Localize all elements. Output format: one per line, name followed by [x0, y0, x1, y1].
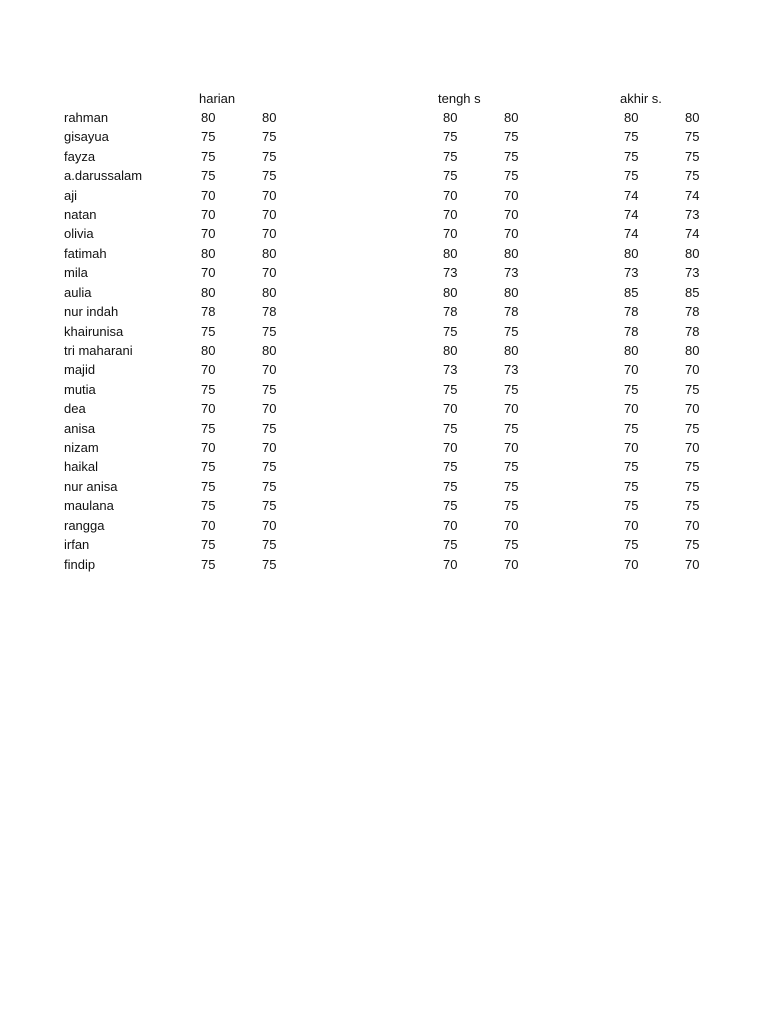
student-name: maulana	[64, 498, 114, 514]
header-harian: harian	[199, 90, 236, 106]
tengah-score-2: 80	[504, 245, 519, 261]
tengah-score-2: 75	[504, 537, 519, 553]
akhir-score-1: 75	[624, 478, 639, 494]
akhir-score-2: 70	[685, 556, 700, 572]
harian-score-1: 80	[201, 245, 216, 261]
harian-score-2: 75	[262, 556, 277, 572]
tengah-score-1: 75	[443, 459, 458, 475]
student-name: fayza	[64, 148, 96, 164]
tengah-score-1: 75	[443, 498, 458, 514]
harian-score-2: 70	[262, 517, 277, 533]
table-row	[0, 399, 768, 418]
tengah-score-2: 78	[504, 304, 519, 320]
student-name: aji	[64, 187, 78, 203]
tengah-score-2: 80	[504, 342, 519, 358]
akhir-score-1: 75	[624, 420, 639, 436]
akhir-score-1: 74	[624, 207, 639, 222]
table-row	[0, 263, 768, 282]
harian-score-2: 75	[262, 498, 277, 514]
akhir-score-1: 80	[624, 245, 639, 261]
tengah-score-1: 70	[443, 187, 458, 203]
akhir-score-2: 78	[685, 304, 700, 320]
table-row	[0, 555, 768, 574]
tengah-score-2: 75	[504, 478, 519, 494]
harian-score-1: 75	[201, 168, 216, 184]
tengah-score-2: 75	[504, 498, 519, 514]
harian-score-2: 75	[262, 381, 277, 397]
tengah-score-1: 75	[443, 148, 458, 164]
tengah-score-2: 75	[504, 420, 519, 436]
tengah-score-1: 80	[443, 284, 458, 300]
harian-score-1: 70	[201, 440, 216, 456]
tengah-score-1: 80	[443, 342, 458, 358]
akhir-score-2: 73	[685, 265, 700, 281]
harian-score-1: 75	[201, 556, 216, 572]
akhir-score-1: 70	[624, 556, 639, 572]
tengah-score-2: 80	[504, 109, 519, 125]
akhir-score-2: 70	[685, 440, 700, 456]
harian-score-1: 80	[201, 342, 216, 358]
akhir-score-1: 78	[624, 323, 639, 339]
harian-score-1: 78	[201, 304, 216, 320]
tengah-score-2: 73	[504, 362, 519, 378]
akhir-score-1: 75	[624, 537, 639, 553]
header-akhir-semester: akhir s.	[620, 90, 662, 106]
tengah-score-1: 75	[443, 478, 458, 494]
akhir-score-2: 80	[685, 109, 700, 125]
akhir-score-1: 75	[624, 168, 639, 184]
harian-score-1: 75	[201, 148, 216, 164]
tengah-score-2: 70	[504, 187, 519, 203]
harian-score-2: 75	[262, 537, 277, 553]
harian-score-2: 70	[262, 187, 277, 203]
student-name: mutia	[64, 381, 96, 397]
akhir-score-1: 73	[624, 265, 639, 281]
table-row	[0, 186, 768, 205]
student-name: nur indah	[64, 304, 119, 320]
student-name: rahman	[64, 109, 109, 125]
akhir-score-2: 85	[685, 284, 700, 300]
akhir-score-1: 85	[624, 284, 639, 300]
akhir-score-2: 75	[685, 148, 700, 164]
harian-score-2: 70	[262, 226, 277, 242]
tengah-score-2: 70	[504, 556, 519, 572]
table-row	[0, 302, 768, 321]
akhir-score-2: 74	[685, 226, 700, 242]
tengah-score-1: 73	[443, 265, 458, 281]
akhir-score-1: 75	[624, 498, 639, 514]
table-row	[0, 477, 768, 496]
harian-score-2: 80	[262, 109, 277, 125]
student-name: rangga	[64, 517, 105, 533]
akhir-score-2: 75	[685, 381, 700, 397]
student-name: dea	[64, 401, 86, 417]
table-row	[0, 516, 768, 535]
harian-score-2: 70	[262, 401, 277, 417]
tengah-score-1: 78	[443, 304, 458, 320]
harian-score-2: 75	[262, 168, 277, 184]
tengah-score-2: 70	[504, 517, 519, 533]
table-row	[0, 322, 768, 341]
akhir-score-1: 75	[624, 381, 639, 397]
akhir-score-2: 73	[685, 207, 700, 222]
student-name: nizam	[64, 440, 99, 456]
harian-score-2: 75	[262, 459, 277, 475]
table-row	[0, 205, 768, 224]
table-row	[0, 244, 768, 263]
student-name: gisayua	[64, 129, 109, 145]
tengah-score-2: 70	[504, 207, 519, 222]
akhir-score-1: 80	[624, 342, 639, 358]
table-row	[0, 147, 768, 166]
akhir-score-1: 80	[624, 109, 639, 125]
student-name: a.darussalam	[64, 168, 143, 184]
tengah-score-1: 70	[443, 207, 458, 222]
harian-score-1: 70	[201, 517, 216, 533]
tengah-score-2: 80	[504, 284, 519, 300]
akhir-score-2: 75	[685, 478, 700, 494]
student-name: tri maharani	[64, 342, 133, 358]
tengah-score-1: 70	[443, 556, 458, 572]
tengah-score-2: 75	[504, 381, 519, 397]
harian-score-1: 70	[201, 226, 216, 242]
akhir-score-1: 70	[624, 517, 639, 533]
tengah-score-1: 80	[443, 245, 458, 261]
student-name: natan	[64, 207, 97, 222]
akhir-score-1: 78	[624, 304, 639, 320]
harian-score-1: 75	[201, 420, 216, 436]
harian-score-2: 70	[262, 440, 277, 456]
student-name: anisa	[64, 420, 96, 436]
akhir-score-2: 78	[685, 323, 700, 339]
harian-score-1: 70	[201, 265, 216, 281]
akhir-score-2: 75	[685, 459, 700, 475]
akhir-score-1: 75	[624, 459, 639, 475]
harian-score-2: 75	[262, 478, 277, 494]
table-row	[0, 127, 768, 146]
akhir-score-2: 75	[685, 168, 700, 184]
harian-score-1: 80	[201, 284, 216, 300]
akhir-score-1: 70	[624, 440, 639, 456]
akhir-score-1: 70	[624, 362, 639, 378]
harian-score-1: 70	[201, 207, 216, 222]
tengah-score-2: 75	[504, 129, 519, 145]
akhir-score-1: 75	[624, 129, 639, 145]
table-row	[0, 380, 768, 399]
akhir-score-2: 80	[685, 342, 700, 358]
harian-score-2: 75	[262, 148, 277, 164]
akhir-score-2: 75	[685, 537, 700, 553]
tengah-score-1: 80	[443, 109, 458, 125]
table-row	[0, 457, 768, 476]
harian-score-1: 70	[201, 362, 216, 378]
akhir-score-2: 70	[685, 517, 700, 533]
student-name: findip	[64, 556, 96, 572]
harian-score-2: 75	[262, 323, 277, 339]
akhir-score-2: 80	[685, 245, 700, 261]
tengah-score-1: 75	[443, 420, 458, 436]
table-row	[0, 166, 768, 185]
harian-score-1: 75	[201, 459, 216, 475]
tengah-score-2: 75	[504, 148, 519, 164]
tengah-score-2: 75	[504, 168, 519, 184]
student-name: irfan	[64, 537, 90, 553]
tengah-score-1: 75	[443, 168, 458, 184]
harian-score-1: 70	[201, 401, 216, 417]
tengah-score-2: 75	[504, 323, 519, 339]
tengah-score-1: 70	[443, 401, 458, 417]
table-row	[0, 108, 768, 127]
akhir-score-1: 70	[624, 401, 639, 417]
harian-score-1: 75	[201, 478, 216, 494]
student-name: olivia	[64, 226, 94, 242]
table-row	[0, 360, 768, 379]
harian-score-2: 80	[262, 245, 277, 261]
akhir-score-1: 74	[624, 226, 639, 242]
tengah-score-1: 73	[443, 362, 458, 378]
table-row	[0, 419, 768, 438]
tengah-score-1: 75	[443, 323, 458, 339]
harian-score-2: 78	[262, 304, 277, 320]
student-name: nur anisa	[64, 478, 118, 494]
akhir-score-1: 75	[624, 148, 639, 164]
student-name: majid	[64, 362, 96, 378]
akhir-score-2: 70	[685, 362, 700, 378]
tengah-score-1: 75	[443, 537, 458, 553]
table-row	[0, 438, 768, 457]
akhir-score-2: 70	[685, 401, 700, 417]
tengah-score-1: 70	[443, 226, 458, 242]
harian-score-2: 80	[262, 342, 277, 358]
harian-score-1: 75	[201, 323, 216, 339]
harian-score-1: 70	[201, 187, 216, 203]
table-row	[0, 283, 768, 302]
harian-score-2: 70	[262, 207, 277, 222]
tengah-score-1: 75	[443, 381, 458, 397]
tengah-score-2: 70	[504, 226, 519, 242]
harian-score-1: 75	[201, 381, 216, 397]
tengah-score-2: 70	[504, 401, 519, 417]
tengah-score-2: 75	[504, 459, 519, 475]
harian-score-2: 70	[262, 362, 277, 378]
tengah-score-2: 70	[504, 440, 519, 456]
student-name: mila	[64, 265, 88, 281]
harian-score-2: 70	[262, 265, 277, 281]
harian-score-2: 75	[262, 420, 277, 436]
tengah-score-2: 73	[504, 265, 519, 281]
akhir-score-1: 74	[624, 187, 639, 203]
harian-score-1: 75	[201, 537, 216, 553]
table-row	[0, 341, 768, 360]
student-name: aulia	[64, 284, 92, 300]
harian-score-1: 75	[201, 498, 216, 514]
harian-score-2: 80	[262, 284, 277, 300]
table-row	[0, 224, 768, 243]
header-row	[0, 89, 768, 108]
tengah-score-1: 70	[443, 517, 458, 533]
akhir-score-2: 74	[685, 187, 700, 203]
akhir-score-2: 75	[685, 129, 700, 145]
header-tengah-semester: tengh s	[438, 90, 481, 106]
student-name: fatimah	[64, 245, 107, 261]
tengah-score-1: 75	[443, 129, 458, 145]
harian-score-1: 80	[201, 109, 216, 125]
table-row	[0, 496, 768, 515]
harian-score-2: 75	[262, 129, 277, 145]
table-row	[0, 535, 768, 554]
student-name: haikal	[64, 459, 98, 475]
akhir-score-2: 75	[685, 420, 700, 436]
akhir-score-2: 75	[685, 498, 700, 514]
tengah-score-1: 70	[443, 440, 458, 456]
student-name: khairunisa	[64, 323, 124, 339]
harian-score-1: 75	[201, 129, 216, 145]
